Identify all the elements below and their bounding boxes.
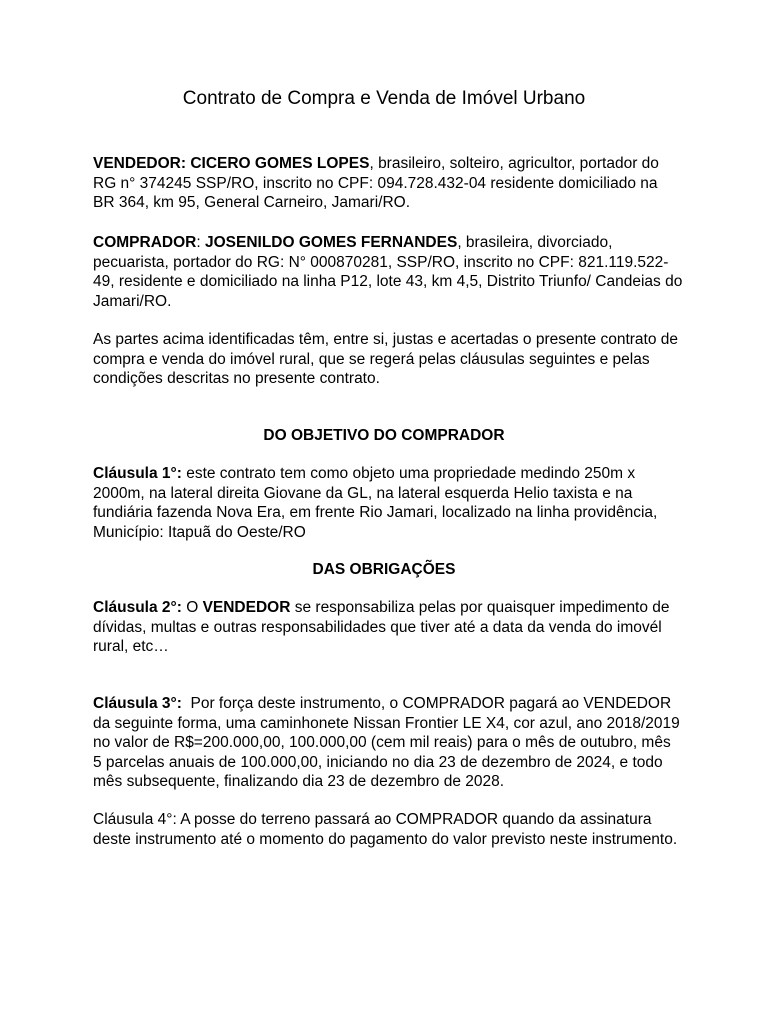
- clause-3-label: Cláusula 3°:: [93, 695, 182, 712]
- clause-1-text: este contrato tem como objeto uma propriedade medindo 250m x 2000m, na lateral direita Giovane da GL, na lateral esquerda Helio taxista e na fundiária fazenda Nova Era, em frente Rio Jamari, localizado na linha providência, Município: Itapuã do Oeste/RO: [93, 465, 658, 541]
- clause-3-text: Por força deste instrumento, o COMPRADOR pagará ao VENDEDOR da seguinte forma, uma caminhonete Nissan Frontier LE X4, cor azul, ano 2018/2019 no valor de R$=200.000,00, 100.000,00 (cem mil reais) para o mês de outubro, mês 5 parcelas anuais de 100.000,00, iniciando no dia 23 de dezembro de 2024, e todo mês subsequente, finalizando dia 23 de dezembro de 2028.: [93, 695, 685, 791]
- buyer-paragraph: [93, 233, 683, 311]
- seller-paragraph: [93, 154, 683, 213]
- clause-1-paragraph: [93, 464, 683, 542]
- section-heading-obrigacoes: DAS OBRIGAÇÕES: [312, 561, 456, 578]
- buyer-separator: :: [196, 234, 205, 251]
- buyer-name: JOSENILDO GOMES FERNANDES: [204, 234, 458, 251]
- seller-details: , brasileiro, solteiro, agricultor, portador do RG n° 374245 SSP/RO, inscrito no CPF: 094.728.432-04 residente domiciliado na BR 364, km 95, General Carneiro, Jamari/RO.: [93, 155, 659, 212]
- clause-1-label: Cláusula 1°:: [93, 465, 182, 482]
- clause-4-paragraph: Cláusula 4°: A posse do terreno passará ao COMPRADOR quando da assinatura deste instrumento até o momento do pagamento do valor previsto neste instrumento.: [93, 811, 678, 848]
- clause-2-vendedor: VENDEDOR: [202, 599, 291, 616]
- document-title: Contrato de Compra e Venda de Imóvel Urbano: [182, 88, 586, 109]
- clause-2-label: Cláusula 2°:: [93, 599, 182, 616]
- section-heading-objetivo: DO OBJETIVO DO COMPRADOR: [263, 427, 505, 444]
- clause-2-paragraph: [93, 598, 683, 657]
- clause-3-paragraph: [93, 694, 683, 792]
- clause-2-pre: O: [181, 599, 203, 616]
- clause-2-text: se responsabiliza pelas por quaisquer impedimento de dívidas, multas e outras responsabilidades que tiver até a data da venda do imovél rural, etc…: [93, 599, 670, 656]
- buyer-details: , brasileira, divorciado, pecuarista, portador do RG: N° 000870281, SSP/RO, inscrito no CPF: 821.119.522-49, residente e domiciliado na linha P12, lote 43, km 4,5, Distrito Triunfo/ Candeias do Jamari/RO.: [93, 234, 683, 310]
- buyer-label: COMPRADOR: [93, 234, 197, 251]
- intro-paragraph: As partes acima identificadas têm, entre si, justas e acertadas o presente contrato de compra e venda do imóvel rural, que se regerá pelas cláusulas seguintes e pelas condições descritas no presente contrato.: [93, 331, 679, 388]
- seller-label: VENDEDOR: CICERO GOMES LOPES: [93, 155, 370, 172]
